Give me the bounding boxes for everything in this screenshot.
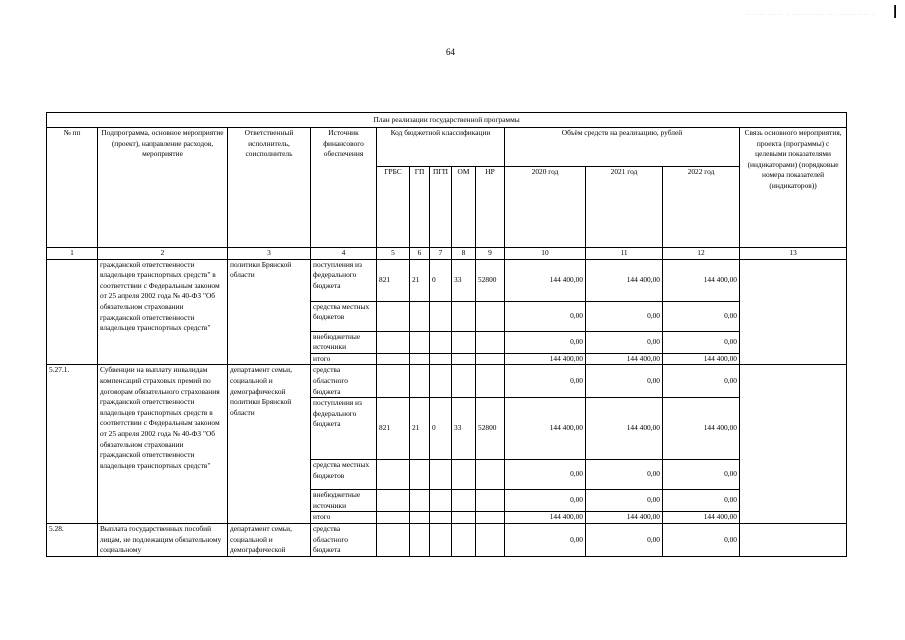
row-program: гражданской ответственности владельцев транспортных средств" в соответствии с Федеральным законом от 25 апреля 2002 года № 40-ФЗ "Об обязательном страховании гражданской ответственности владельцев транспортных средств" [98,259,228,365]
col-number: 8 [452,248,476,260]
header-link: Связь основного мероприятия, проекта (программы) с целевыми показателями (индикаторами) (порядковые номера показателей (индикаторов)) [740,128,847,248]
col-number: 1 [47,248,98,260]
col-number: 9 [476,248,505,260]
header-pgp: ПГП [430,167,452,248]
row-num: 5.28. [47,523,98,556]
row-2022: 0,00 [663,460,740,490]
row-link [740,523,847,556]
row-2021: 0,00 [586,460,663,490]
row-2020: 0,00 [505,490,586,512]
col-number: 2 [98,248,228,260]
col-number: 11 [586,248,663,260]
row-2022: 144 400,00 [663,398,740,460]
row-pgp: 0 [430,259,452,301]
row-source: поступления из федерального бюджета [311,398,377,460]
col-number: 6 [410,248,430,260]
col-number: 10 [505,248,586,260]
table-row [47,365,847,398]
row-2022: 0,00 [663,365,740,398]
row-2020: 144 400,00 [505,512,586,524]
row-executor: департамент семьи, социальной и демографической [228,523,311,556]
row-program: Субвенции на выплату инвалидам компенсаций страховых премий по договорам обязательного страхования гражданской ответственности владельцев транспортных средств в соответствии с Федеральным законом от 25 апреля 2002 года № 40-ФЗ "Об обязательном страховании гражданской ответственности владельцев транспортных средств" [98,365,228,524]
header-2020: 2020 год [505,167,586,248]
row-2022: 0,00 [663,523,740,556]
row-2022: 0,00 [663,490,740,512]
row-2020: 0,00 [505,301,586,331]
row-link [740,365,847,524]
title-row [47,113,847,128]
scan-artifact: ·· ···· ····· · ··········· ··· ·········· · [745,12,875,18]
row-num: 5.27.1. [47,365,98,524]
row-program: Выплата государственных пособий лицам, не подлежащим обязательному социальному [98,523,228,556]
row-source: итого [311,353,377,365]
row-om: 33 [452,259,476,301]
row-nr: 52800 [476,398,505,460]
row-gp: 21 [410,259,430,301]
row-gp: 21 [410,398,430,460]
row-2021: 0,00 [586,523,663,556]
row-source: средства местных бюджетов [311,301,377,331]
col-number: 3 [228,248,311,260]
row-source: итого [311,512,377,524]
row-nr: 52800 [476,259,505,301]
header-nr: НР [476,167,505,248]
row-2020: 144 400,00 [505,353,586,365]
header-gp: ГП [410,167,430,248]
row-2021: 0,00 [586,365,663,398]
header-num: № пп [47,128,98,248]
col-number: 7 [430,248,452,260]
scan-edge-mark: | [893,2,897,18]
table-title: План реализации государственной программы [47,113,847,128]
page-number: 64 [446,47,455,57]
header-budget-code: Код бюджетной классификации [377,128,505,167]
row-source: поступления из федерального бюджета [311,259,377,301]
row-2020: 144 400,00 [505,259,586,301]
header-source: Источник финансового обеспечения [311,128,377,248]
header-2021: 2021 год [586,167,663,248]
row-2021: 144 400,00 [586,398,663,460]
row-pgp: 0 [430,398,452,460]
table-row [47,523,847,556]
row-2022: 144 400,00 [663,512,740,524]
row-2021: 0,00 [586,331,663,353]
header-grbs: ГРБС [377,167,410,248]
row-2020: 144 400,00 [505,398,586,460]
column-numbers-row [47,248,847,260]
header-om: ОМ [452,167,476,248]
row-executor: политики Брянской области [228,259,311,365]
col-number: 12 [663,248,740,260]
row-num [47,259,98,365]
row-2021: 0,00 [586,301,663,331]
row-source: средства местных бюджетов [311,460,377,490]
row-grbs: 821 [377,398,410,460]
row-executor: департамент семьи, социальной и демографической политики Брянской области [228,365,311,524]
row-2020: 0,00 [505,460,586,490]
row-source: внебюджетные источники [311,331,377,353]
row-2020: 0,00 [505,365,586,398]
row-2021: 144 400,00 [586,512,663,524]
row-grbs: 821 [377,259,410,301]
row-2021: 144 400,00 [586,259,663,301]
header-executor: Ответственный исполнитель, соисполнитель [228,128,311,248]
program-plan-table [46,112,847,557]
row-2022: 144 400,00 [663,259,740,301]
row-2021: 144 400,00 [586,353,663,365]
row-source: средства областного бюджета [311,365,377,398]
row-source: средства областного бюджета [311,523,377,556]
row-2022: 144 400,00 [663,353,740,365]
col-number: 4 [311,248,377,260]
col-number: 13 [740,248,847,260]
header-row [47,128,847,167]
row-2020: 0,00 [505,523,586,556]
row-link [740,259,847,365]
header-2022: 2022 год [663,167,740,248]
row-2020: 0,00 [505,331,586,353]
row-2022: 0,00 [663,331,740,353]
header-volume: Объём средств на реализацию, рублей [505,128,740,167]
row-om: 33 [452,398,476,460]
row-source: внебюджетные источники [311,490,377,512]
row-2021: 0,00 [586,490,663,512]
row-2022: 0,00 [663,301,740,331]
col-number: 5 [377,248,410,260]
table-row [47,259,847,301]
header-program: Подпрограмма, основное мероприятие (проект), направление расходов, мероприятие [98,128,228,248]
